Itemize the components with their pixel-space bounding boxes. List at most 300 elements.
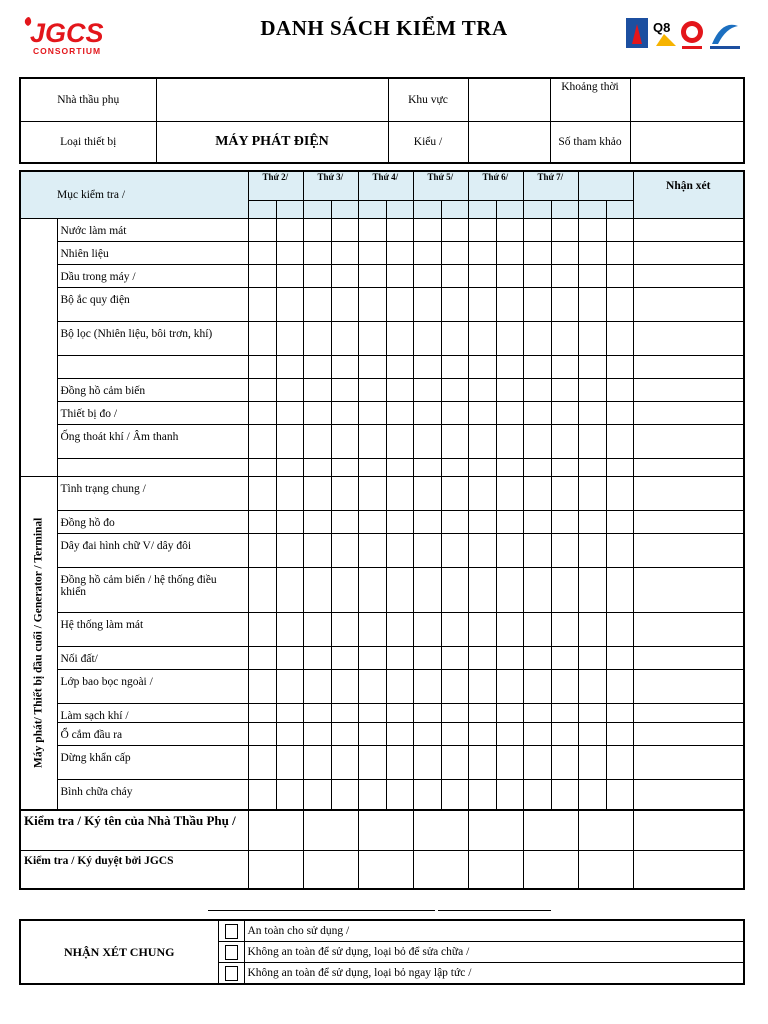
check-cell[interactable]: [276, 287, 303, 321]
check-cell[interactable]: [386, 612, 413, 646]
check-cell[interactable]: [276, 533, 303, 567]
check-cell[interactable]: [551, 218, 578, 241]
check-cell[interactable]: [248, 703, 276, 722]
check-cell[interactable]: [496, 355, 523, 378]
check-cell[interactable]: [523, 321, 551, 355]
check-cell[interactable]: [578, 378, 606, 401]
check-cell[interactable]: [248, 264, 276, 287]
check-cell[interactable]: [386, 401, 413, 424]
check-cell[interactable]: [358, 355, 386, 378]
check-cell[interactable]: [331, 567, 358, 612]
comment-cell[interactable]: [633, 533, 744, 567]
check-cell[interactable]: [413, 378, 441, 401]
check-cell[interactable]: [468, 745, 496, 779]
check-cell[interactable]: [606, 745, 633, 779]
comment-cell[interactable]: [633, 218, 744, 241]
check-cell[interactable]: [496, 476, 523, 510]
comment-cell[interactable]: [633, 458, 744, 476]
check-cell[interactable]: [276, 241, 303, 264]
check-cell[interactable]: [551, 533, 578, 567]
check-cell[interactable]: [496, 218, 523, 241]
check-cell[interactable]: [303, 533, 331, 567]
check-cell[interactable]: [606, 401, 633, 424]
check-cell[interactable]: [331, 669, 358, 703]
check-cell[interactable]: [578, 779, 606, 810]
check-cell[interactable]: [606, 567, 633, 612]
check-cell[interactable]: [276, 401, 303, 424]
check-cell[interactable]: [331, 378, 358, 401]
signature-cell[interactable]: [413, 810, 468, 850]
comment-cell[interactable]: [633, 510, 744, 533]
comment-cell[interactable]: [633, 646, 744, 669]
check-cell[interactable]: [441, 703, 468, 722]
check-cell[interactable]: [413, 287, 441, 321]
comment-cell[interactable]: [633, 722, 744, 745]
signature-cell[interactable]: [523, 850, 578, 889]
check-cell[interactable]: [358, 779, 386, 810]
signature-cell[interactable]: [578, 850, 633, 889]
check-cell[interactable]: [606, 703, 633, 722]
check-cell[interactable]: [523, 241, 551, 264]
check-cell[interactable]: [358, 321, 386, 355]
check-cell[interactable]: [303, 510, 331, 533]
check-cell[interactable]: [523, 779, 551, 810]
comment-cell[interactable]: [633, 567, 744, 612]
check-cell[interactable]: [303, 264, 331, 287]
check-cell[interactable]: [606, 533, 633, 567]
check-cell[interactable]: [358, 703, 386, 722]
check-cell[interactable]: [413, 218, 441, 241]
check-cell[interactable]: [303, 779, 331, 810]
check-cell[interactable]: [496, 703, 523, 722]
check-cell[interactable]: [358, 722, 386, 745]
check-cell[interactable]: [248, 321, 276, 355]
check-cell[interactable]: [578, 321, 606, 355]
signature-cell[interactable]: [248, 810, 303, 850]
check-cell[interactable]: [248, 745, 276, 779]
check-cell[interactable]: [331, 458, 358, 476]
check-cell[interactable]: [303, 703, 331, 722]
check-cell[interactable]: [441, 355, 468, 378]
check-cell[interactable]: [303, 241, 331, 264]
check-cell[interactable]: [606, 321, 633, 355]
check-cell[interactable]: [578, 458, 606, 476]
check-cell[interactable]: [248, 458, 276, 476]
check-cell[interactable]: [386, 458, 413, 476]
check-cell[interactable]: [413, 476, 441, 510]
comment-cell[interactable]: [633, 287, 744, 321]
check-cell[interactable]: [413, 567, 441, 612]
check-cell[interactable]: [413, 646, 441, 669]
check-cell[interactable]: [331, 510, 358, 533]
check-cell[interactable]: [551, 646, 578, 669]
comment-cell[interactable]: [633, 779, 744, 810]
check-cell[interactable]: [551, 779, 578, 810]
check-cell[interactable]: [496, 241, 523, 264]
check-cell[interactable]: [248, 533, 276, 567]
check-cell[interactable]: [441, 567, 468, 612]
check-cell[interactable]: [578, 533, 606, 567]
check-cell[interactable]: [413, 779, 441, 810]
check-cell[interactable]: [248, 646, 276, 669]
check-cell[interactable]: [276, 612, 303, 646]
check-cell[interactable]: [551, 424, 578, 458]
check-cell[interactable]: [441, 669, 468, 703]
check-cell[interactable]: [276, 646, 303, 669]
check-cell[interactable]: [413, 745, 441, 779]
check-cell[interactable]: [248, 401, 276, 424]
check-cell[interactable]: [551, 401, 578, 424]
check-cell[interactable]: [441, 218, 468, 241]
check-cell[interactable]: [358, 218, 386, 241]
check-cell[interactable]: [413, 510, 441, 533]
check-cell[interactable]: [386, 218, 413, 241]
check-cell[interactable]: [386, 703, 413, 722]
check-cell[interactable]: [413, 703, 441, 722]
signature-cell[interactable]: [413, 850, 468, 889]
check-cell[interactable]: [496, 779, 523, 810]
check-cell[interactable]: [358, 401, 386, 424]
check-cell[interactable]: [551, 510, 578, 533]
check-cell[interactable]: [468, 264, 496, 287]
check-cell[interactable]: [413, 533, 441, 567]
signature-cell[interactable]: [523, 810, 578, 850]
check-cell[interactable]: [441, 612, 468, 646]
check-cell[interactable]: [606, 722, 633, 745]
check-cell[interactable]: [468, 287, 496, 321]
check-cell[interactable]: [386, 476, 413, 510]
check-cell[interactable]: [523, 567, 551, 612]
check-cell[interactable]: [523, 355, 551, 378]
check-cell[interactable]: [331, 646, 358, 669]
check-cell[interactable]: [606, 378, 633, 401]
check-cell[interactable]: [441, 646, 468, 669]
check-cell[interactable]: [331, 424, 358, 458]
signature-cell[interactable]: [468, 850, 523, 889]
check-cell[interactable]: [248, 287, 276, 321]
check-cell[interactable]: [248, 218, 276, 241]
check-cell[interactable]: [523, 458, 551, 476]
check-cell[interactable]: [606, 510, 633, 533]
check-cell[interactable]: [331, 321, 358, 355]
check-cell[interactable]: [578, 264, 606, 287]
check-cell[interactable]: [413, 612, 441, 646]
check-cell[interactable]: [441, 722, 468, 745]
check-cell[interactable]: [331, 703, 358, 722]
check-cell[interactable]: [441, 424, 468, 458]
comment-cell[interactable]: [633, 703, 744, 722]
check-cell[interactable]: [578, 703, 606, 722]
check-cell[interactable]: [331, 722, 358, 745]
check-cell[interactable]: [386, 510, 413, 533]
check-cell[interactable]: [441, 401, 468, 424]
check-cell[interactable]: [468, 401, 496, 424]
model-field[interactable]: [468, 122, 550, 164]
check-cell[interactable]: [578, 745, 606, 779]
check-cell[interactable]: [468, 646, 496, 669]
check-cell[interactable]: [303, 745, 331, 779]
check-cell[interactable]: [331, 745, 358, 779]
check-cell[interactable]: [468, 510, 496, 533]
check-cell[interactable]: [413, 241, 441, 264]
check-cell[interactable]: [578, 612, 606, 646]
check-cell[interactable]: [606, 646, 633, 669]
check-cell[interactable]: [276, 321, 303, 355]
check-cell[interactable]: [468, 458, 496, 476]
check-cell[interactable]: [468, 567, 496, 612]
check-cell[interactable]: [496, 458, 523, 476]
check-cell[interactable]: [303, 378, 331, 401]
check-cell[interactable]: [578, 355, 606, 378]
check-cell[interactable]: [441, 321, 468, 355]
check-cell[interactable]: [386, 378, 413, 401]
check-cell[interactable]: [551, 264, 578, 287]
check-cell[interactable]: [248, 567, 276, 612]
signature-comment-cell[interactable]: [633, 810, 744, 850]
comment-cell[interactable]: [633, 476, 744, 510]
signature-comment-cell[interactable]: [633, 850, 744, 889]
check-cell[interactable]: [386, 264, 413, 287]
area-field[interactable]: [468, 78, 550, 122]
check-cell[interactable]: [303, 458, 331, 476]
check-cell[interactable]: [441, 779, 468, 810]
check-cell[interactable]: [358, 424, 386, 458]
signature-cell[interactable]: [468, 810, 523, 850]
check-cell[interactable]: [248, 424, 276, 458]
check-cell[interactable]: [523, 510, 551, 533]
comment-cell[interactable]: [633, 355, 744, 378]
check-cell[interactable]: [468, 779, 496, 810]
comment-cell[interactable]: [633, 424, 744, 458]
check-cell[interactable]: [276, 218, 303, 241]
check-cell[interactable]: [303, 722, 331, 745]
check-cell[interactable]: [248, 355, 276, 378]
check-cell[interactable]: [468, 378, 496, 401]
check-cell[interactable]: [606, 779, 633, 810]
check-cell[interactable]: [551, 703, 578, 722]
check-cell[interactable]: [441, 458, 468, 476]
check-cell[interactable]: [441, 510, 468, 533]
signature-cell[interactable]: [303, 810, 358, 850]
option-checkbox[interactable]: [218, 963, 244, 985]
check-cell[interactable]: [248, 669, 276, 703]
check-cell[interactable]: [496, 287, 523, 321]
check-cell[interactable]: [358, 241, 386, 264]
check-cell[interactable]: [303, 669, 331, 703]
check-cell[interactable]: [303, 287, 331, 321]
check-cell[interactable]: [523, 476, 551, 510]
check-cell[interactable]: [303, 476, 331, 510]
check-cell[interactable]: [606, 476, 633, 510]
check-cell[interactable]: [386, 241, 413, 264]
check-cell[interactable]: [551, 612, 578, 646]
check-cell[interactable]: [523, 722, 551, 745]
check-cell[interactable]: [358, 476, 386, 510]
check-cell[interactable]: [248, 241, 276, 264]
check-cell[interactable]: [331, 476, 358, 510]
check-cell[interactable]: [578, 476, 606, 510]
check-cell[interactable]: [578, 722, 606, 745]
check-cell[interactable]: [523, 401, 551, 424]
check-cell[interactable]: [276, 378, 303, 401]
check-cell[interactable]: [386, 533, 413, 567]
check-cell[interactable]: [606, 241, 633, 264]
check-cell[interactable]: [358, 264, 386, 287]
check-cell[interactable]: [413, 264, 441, 287]
check-cell[interactable]: [386, 669, 413, 703]
check-cell[interactable]: [468, 722, 496, 745]
comment-cell[interactable]: [633, 378, 744, 401]
check-cell[interactable]: [386, 745, 413, 779]
check-cell[interactable]: [276, 424, 303, 458]
check-cell[interactable]: [386, 321, 413, 355]
comment-cell[interactable]: [633, 745, 744, 779]
check-cell[interactable]: [496, 510, 523, 533]
check-cell[interactable]: [523, 218, 551, 241]
check-cell[interactable]: [303, 567, 331, 612]
check-cell[interactable]: [606, 669, 633, 703]
check-cell[interactable]: [496, 722, 523, 745]
check-cell[interactable]: [358, 646, 386, 669]
check-cell[interactable]: [551, 669, 578, 703]
check-cell[interactable]: [386, 355, 413, 378]
check-cell[interactable]: [523, 424, 551, 458]
check-cell[interactable]: [496, 669, 523, 703]
check-cell[interactable]: [331, 401, 358, 424]
comment-cell[interactable]: [633, 612, 744, 646]
check-cell[interactable]: [468, 218, 496, 241]
check-cell[interactable]: [496, 321, 523, 355]
comment-cell[interactable]: [633, 401, 744, 424]
check-cell[interactable]: [358, 533, 386, 567]
check-cell[interactable]: [551, 745, 578, 779]
check-cell[interactable]: [468, 476, 496, 510]
check-cell[interactable]: [331, 241, 358, 264]
check-cell[interactable]: [468, 533, 496, 567]
check-cell[interactable]: [358, 287, 386, 321]
subcontractor-field[interactable]: [156, 78, 388, 122]
check-cell[interactable]: [276, 458, 303, 476]
check-cell[interactable]: [523, 703, 551, 722]
check-cell[interactable]: [331, 779, 358, 810]
check-cell[interactable]: [248, 722, 276, 745]
check-cell[interactable]: [606, 612, 633, 646]
check-cell[interactable]: [441, 378, 468, 401]
check-cell[interactable]: [276, 722, 303, 745]
check-cell[interactable]: [413, 458, 441, 476]
check-cell[interactable]: [468, 241, 496, 264]
check-cell[interactable]: [496, 646, 523, 669]
check-cell[interactable]: [413, 321, 441, 355]
check-cell[interactable]: [496, 378, 523, 401]
check-cell[interactable]: [386, 779, 413, 810]
check-cell[interactable]: [276, 510, 303, 533]
check-cell[interactable]: [606, 264, 633, 287]
check-cell[interactable]: [303, 424, 331, 458]
check-cell[interactable]: [248, 476, 276, 510]
check-cell[interactable]: [496, 264, 523, 287]
check-cell[interactable]: [303, 612, 331, 646]
check-cell[interactable]: [523, 378, 551, 401]
signature-cell[interactable]: [578, 810, 633, 850]
check-cell[interactable]: [551, 722, 578, 745]
comment-cell[interactable]: [633, 321, 744, 355]
check-cell[interactable]: [523, 646, 551, 669]
check-cell[interactable]: [358, 510, 386, 533]
check-cell[interactable]: [358, 669, 386, 703]
check-cell[interactable]: [248, 779, 276, 810]
comment-cell[interactable]: [633, 669, 744, 703]
check-cell[interactable]: [468, 612, 496, 646]
check-cell[interactable]: [276, 264, 303, 287]
check-cell[interactable]: [441, 264, 468, 287]
check-cell[interactable]: [496, 745, 523, 779]
check-cell[interactable]: [413, 401, 441, 424]
check-cell[interactable]: [523, 287, 551, 321]
check-cell[interactable]: [358, 745, 386, 779]
check-cell[interactable]: [551, 378, 578, 401]
check-cell[interactable]: [551, 567, 578, 612]
check-cell[interactable]: [468, 355, 496, 378]
comment-cell[interactable]: [633, 264, 744, 287]
check-cell[interactable]: [578, 287, 606, 321]
check-cell[interactable]: [331, 355, 358, 378]
check-cell[interactable]: [413, 722, 441, 745]
check-cell[interactable]: [606, 458, 633, 476]
check-cell[interactable]: [468, 669, 496, 703]
check-cell[interactable]: [276, 703, 303, 722]
check-cell[interactable]: [606, 424, 633, 458]
check-cell[interactable]: [578, 424, 606, 458]
check-cell[interactable]: [276, 779, 303, 810]
check-cell[interactable]: [606, 287, 633, 321]
check-cell[interactable]: [551, 476, 578, 510]
check-cell[interactable]: [303, 355, 331, 378]
check-cell[interactable]: [523, 533, 551, 567]
check-cell[interactable]: [551, 241, 578, 264]
check-cell[interactable]: [468, 424, 496, 458]
check-cell[interactable]: [441, 476, 468, 510]
check-cell[interactable]: [276, 745, 303, 779]
check-cell[interactable]: [276, 476, 303, 510]
check-cell[interactable]: [496, 612, 523, 646]
check-cell[interactable]: [331, 612, 358, 646]
check-cell[interactable]: [386, 287, 413, 321]
check-cell[interactable]: [358, 458, 386, 476]
signature-cell[interactable]: [303, 850, 358, 889]
check-cell[interactable]: [303, 401, 331, 424]
check-cell[interactable]: [248, 510, 276, 533]
check-cell[interactable]: [413, 424, 441, 458]
check-cell[interactable]: [441, 287, 468, 321]
check-cell[interactable]: [468, 703, 496, 722]
check-cell[interactable]: [248, 378, 276, 401]
check-cell[interactable]: [331, 533, 358, 567]
check-cell[interactable]: [248, 612, 276, 646]
check-cell[interactable]: [551, 458, 578, 476]
check-cell[interactable]: [551, 355, 578, 378]
check-cell[interactable]: [578, 669, 606, 703]
check-cell[interactable]: [496, 533, 523, 567]
period-field[interactable]: [630, 78, 744, 122]
check-cell[interactable]: [523, 264, 551, 287]
check-cell[interactable]: [496, 401, 523, 424]
check-cell[interactable]: [358, 567, 386, 612]
check-cell[interactable]: [303, 646, 331, 669]
check-cell[interactable]: [441, 745, 468, 779]
check-cell[interactable]: [578, 567, 606, 612]
check-cell[interactable]: [413, 355, 441, 378]
